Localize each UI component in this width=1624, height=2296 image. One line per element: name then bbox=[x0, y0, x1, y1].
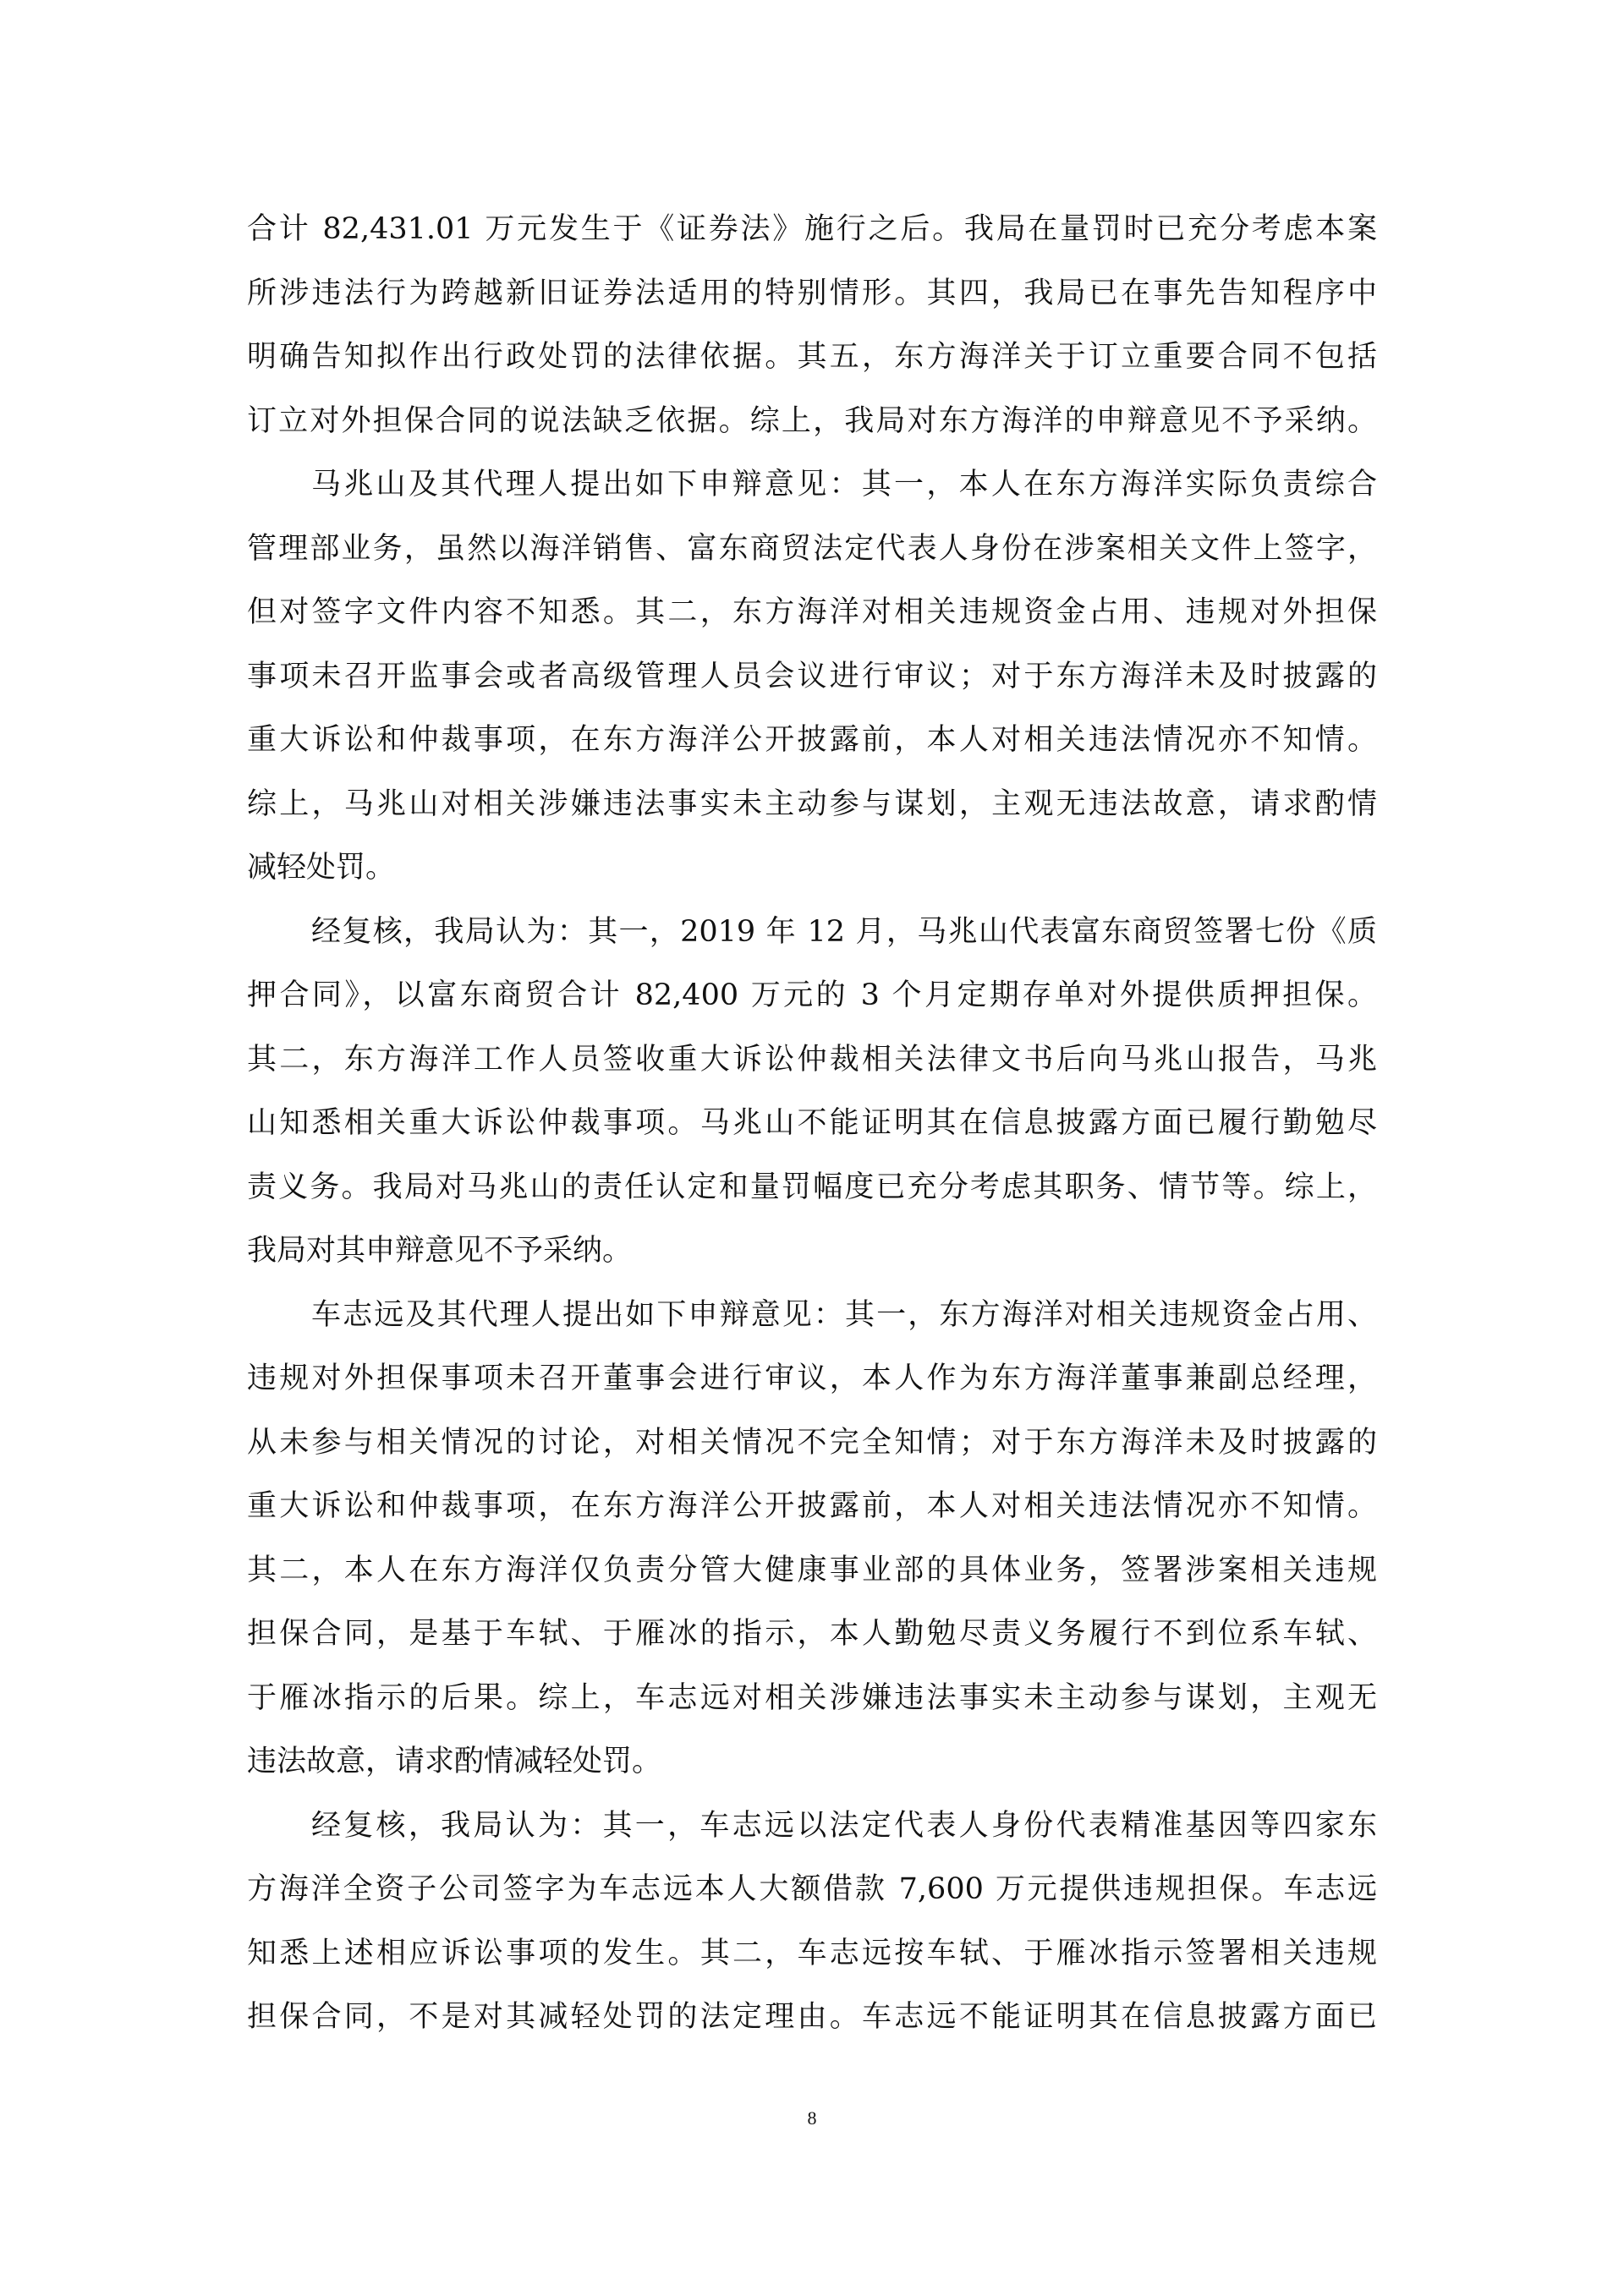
document-body bbox=[247, 198, 1377, 2050]
text-line: 经复核，我局认为：其一，车志远以法定代表人身份代表精准基因等四家东 bbox=[311, 1808, 1377, 1843]
text-line: 减轻处罚。 bbox=[247, 851, 396, 885]
text-line: 车志远及其代理人提出如下申辩意见：其一，东方海洋对相关违规资金占用、 bbox=[311, 1297, 1377, 1332]
text-line: 责义务。我局对马兆山的责任认定和量罚幅度已充分考虑其职务、情节等。综上， bbox=[247, 1170, 1377, 1204]
text-line: 管理部业务，虽然以海洋销售、富东商贸法定代表人身份在涉案相关文件上签字， bbox=[247, 531, 1377, 566]
paragraph-che-zhiyuan-defense bbox=[247, 1284, 1377, 1795]
text-line: 所涉违法行为跨越新旧证券法适用的特别情形。其四，我局已在事先告知程序中 bbox=[247, 276, 1377, 310]
text-line: 马兆山及其代理人提出如下申辩意见：其一，本人在东方海洋实际负责综合 bbox=[311, 468, 1377, 501]
page-number: 8 bbox=[807, 2107, 817, 2129]
text-line: 重大诉讼和仲裁事项，在东方海洋公开披露前，本人对相关违法情况亦不知情。 bbox=[247, 1489, 1377, 1523]
paragraph-ma-zhaoshan-defense bbox=[247, 453, 1377, 901]
text-line: 合计 82,431.01 万元发生于《证券法》施行之后。我局在量罚时已充分考虑本案 bbox=[247, 212, 1377, 246]
text-line: 明确告知拟作出行政处罚的法律依据。其五，东方海洋关于订立重要合同不包括 bbox=[247, 340, 1377, 374]
text-line: 知悉上述相应诉讼事项的发生。其二，车志远按车轼、于雁冰指示签署相关违规 bbox=[247, 1936, 1377, 1970]
text-line: 订立对外担保合同的说法缺乏依据。综上，我局对东方海洋的申辩意见不予采纳。 bbox=[247, 403, 1377, 438]
text-line: 经复核，我局认为：其一，2019 年 12 月，马兆山代表富东商贸签署七份《质 bbox=[311, 914, 1377, 949]
paragraph-securities-law-conclusion bbox=[247, 198, 1377, 453]
text-line: 违规对外担保事项未召开董事会进行审议，本人作为东方海洋董事兼副总经理， bbox=[247, 1362, 1377, 1395]
text-line: 押合同》，以富东商贸合计 82,400 万元的 3 个月定期存单对外提供质押担保。 bbox=[247, 978, 1377, 1012]
text-line: 违法故意，请求酌情减轻处罚。 bbox=[247, 1745, 662, 1778]
text-line: 综上，马兆山对相关涉嫌违法事实未主动参与谋划，主观无违法故意，请求酌情 bbox=[247, 786, 1377, 821]
text-line: 从未参与相关情况的讨论，对相关情况不完全知情；对于东方海洋未及时披露的 bbox=[247, 1425, 1377, 1460]
paragraph-che-zhiyuan-review bbox=[247, 1795, 1377, 2050]
text-line: 重大诉讼和仲裁事项，在东方海洋公开披露前，本人对相关违法情况亦不知情。 bbox=[247, 723, 1377, 757]
text-line: 担保合同，是基于车轼、于雁冰的指示，本人勤勉尽责义务履行不到位系车轼、 bbox=[247, 1617, 1377, 1651]
text-line: 我局对其申辩意见不予采纳。 bbox=[247, 1234, 633, 1268]
text-line: 其二，本人在东方海洋仅负责分管大健康事业部的具体业务，签署涉案相关违规 bbox=[247, 1553, 1377, 1587]
text-line: 其二，东方海洋工作人员签收重大诉讼仲裁相关法律文书后向马兆山报告，马兆 bbox=[247, 1042, 1377, 1077]
text-line: 山知悉相关重大诉讼仲裁事项。马兆山不能证明其在信息披露方面已履行勤勉尽 bbox=[247, 1106, 1377, 1140]
text-line: 于雁冰指示的后果。综上，车志远对相关涉嫌违法事实未主动参与谋划，主观无 bbox=[247, 1680, 1377, 1715]
text-line: 担保合同，不是对其减轻处罚的法定理由。车志远不能证明其在信息披露方面已 bbox=[247, 2000, 1377, 2034]
text-line: 但对签字文件内容不知悉。其二，东方海洋对相关违规资金占用、违规对外担保 bbox=[247, 595, 1377, 629]
text-line: 方海洋全资子公司签字为车志远本人大额借款 7,600 万元提供违规担保。车志远 bbox=[247, 1872, 1377, 1906]
text-line: 事项未召开监事会或者高级管理人员会议进行审议；对于东方海洋未及时披露的 bbox=[247, 659, 1377, 693]
paragraph-ma-zhaoshan-review bbox=[247, 901, 1377, 1284]
